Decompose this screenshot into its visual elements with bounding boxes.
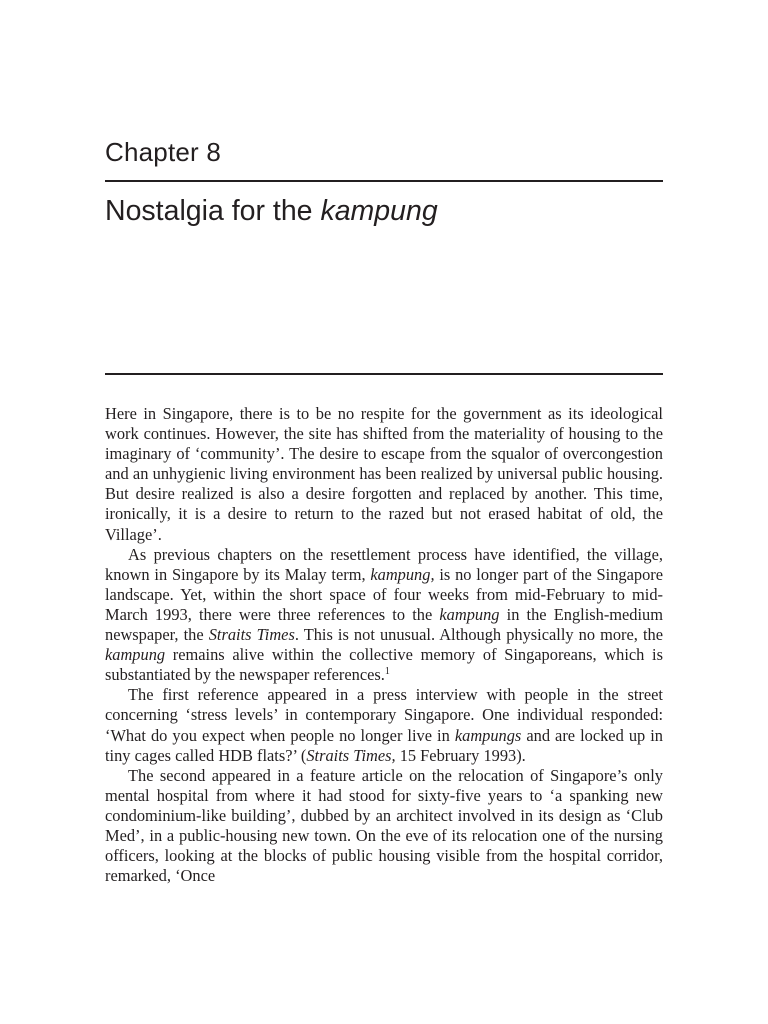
text-run: As previous chapters on the resettlement process have identified, the village, known in Singapore by its Malay term, <box>105 544 663 584</box>
italic-text: kampung <box>105 645 166 665</box>
top-rule <box>105 180 663 182</box>
paragraph-p2 <box>105 545 663 686</box>
text-run: The first reference appeared in a press interview with people in the street concerning ‘stress levels’ in contemporary Singapore. One individual responded: ‘What do you expect when people no longer live in <box>105 685 663 745</box>
text-run: Here in Singapore, there is to be no respite for the government as its ideological work continues. However, the site has shifted from the materiality of housing to the imaginary of ‘community’. The desire to escape from the squalor of overcongestion and an unhygienic living environment has been realized by universal public housing. But desire realized is also a desire forgotten and replaced by another. This time, ironically, it is a desire to return to the razed but not erased habitat of old, the Village’. <box>105 404 663 544</box>
chapter-title-prefix: Nostalgia for the <box>105 195 321 227</box>
italic-text: kampung, <box>370 564 435 584</box>
italic-text: kampung <box>439 604 500 624</box>
text-run: is no longer part of the Singapore landscape. Yet, within the short space of four weeks from mid-February to mid-March 1993, there were three references to the <box>105 564 663 624</box>
paragraph-p1 <box>105 404 663 545</box>
text-run: . This is not unusual. Although physically no more, the <box>294 625 663 645</box>
text-run: The second appeared in a feature article on the relocation of Singapore’s only mental hospital from where it had stood for sixty-five years to ‘a spanking new condominium-like building’, dubbed by an architect involved in its design as ‘Club Med’, in a public-housing new town. On the eve of its relocation one of the nursing officers, looking at the blocks of public housing visible from the hospital corridor, remarked, ‘Once <box>105 765 663 886</box>
italic-text: kampungs <box>454 725 522 745</box>
italic-text: Straits Times <box>208 625 295 645</box>
bottom-rule <box>105 373 663 375</box>
chapter-label: Chapter 8 <box>105 137 221 167</box>
italic-text: Straits Times, <box>306 745 396 765</box>
body-text <box>105 404 663 886</box>
text-run: and are locked up in tiny cages called HDB flats?’ ( <box>105 725 663 765</box>
paragraph-p4 <box>105 766 663 887</box>
paragraph-p3 <box>105 685 663 765</box>
chapter-title <box>105 193 438 229</box>
footnote-marker: 1 <box>384 666 390 678</box>
text-run: 15 February 1993). <box>395 745 526 765</box>
text-run: in the English-medium newspaper, the <box>105 604 663 645</box>
text-run: remains alive within the collective memory of Singaporeans, which is substantiated by the newspaper references. <box>105 645 663 685</box>
chapter-title-italic: kampung <box>320 195 438 227</box>
